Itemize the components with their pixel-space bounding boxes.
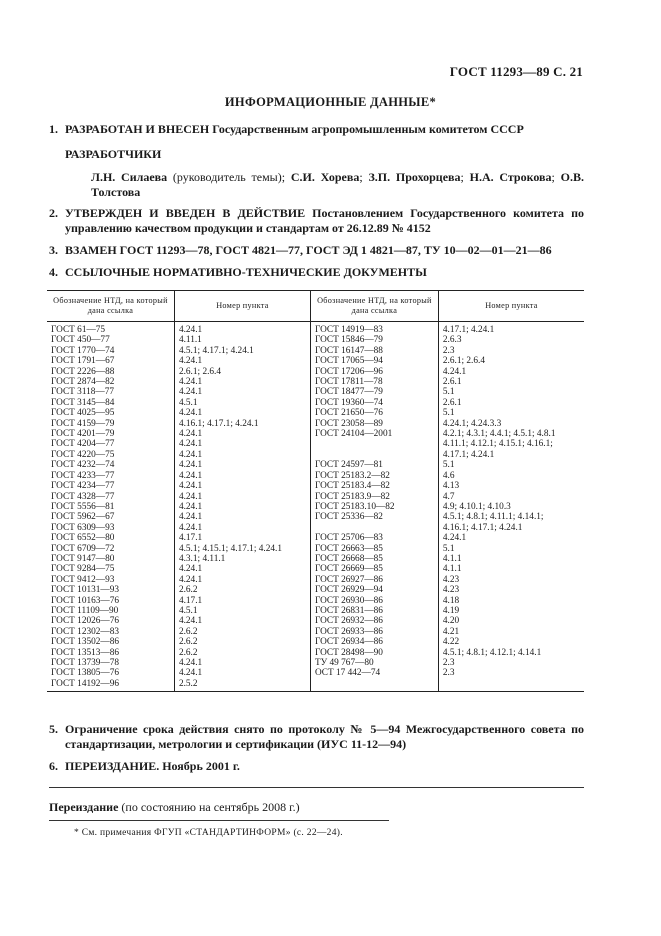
clause-number: 2.6.1; 2.6.4 — [438, 356, 584, 366]
ntd-designation — [310, 523, 438, 533]
clause-number: 4.24.1 — [174, 460, 310, 470]
ntd-designation: ГОСТ 6709—72 — [51, 543, 115, 554]
clause-number: 2.6.2 — [174, 585, 310, 595]
ntd-designation: ГОСТ 21650—76 — [310, 408, 438, 418]
ntd-designation: ГОСТ 6309—93 — [51, 522, 115, 533]
ntd-designation: ГОСТ 3118—77 — [51, 387, 115, 398]
clause-number: 4.19 — [438, 606, 584, 616]
section-number: 4. — [49, 265, 58, 279]
table-row — [47, 648, 584, 658]
table-row — [47, 439, 584, 449]
section-number: 5. — [49, 722, 58, 736]
clause-number: 4.24.1 — [174, 387, 310, 397]
clause-number: 4.2.1; 4.3.1; 4.4.1; 4.5.1; 4.8.1 — [438, 429, 584, 439]
ntd-designation: ГОСТ 12026—76 — [51, 616, 120, 627]
clause-number: 4.24.1 — [174, 668, 310, 678]
ntd-designation: ГОСТ 2874—82 — [51, 377, 115, 388]
clause-number: 4.9; 4.10.1; 4.10.3 — [438, 502, 584, 512]
table-body — [47, 322, 584, 692]
ntd-designation: ГОСТ 25706—83 — [310, 533, 438, 543]
column-header: Номер пункта — [174, 291, 310, 322]
clause-number: 2.6.2 — [174, 648, 310, 658]
clause-number: 4.24.1 — [174, 450, 310, 460]
ntd-designation: ГОСТ 18477—79 — [310, 387, 438, 397]
table-row — [47, 356, 584, 366]
table-row — [47, 606, 584, 616]
clause-number: 4.24.1 — [174, 564, 310, 574]
developers-heading: РАЗРАБОТЧИКИ — [65, 147, 162, 161]
section-number: 2. — [49, 206, 58, 220]
clause-number: 4.24.1; 4.24.3.3 — [438, 419, 584, 429]
ntd-designation: ГОСТ 13513—86 — [51, 647, 120, 658]
developer-name: О.В. Толстова — [91, 170, 584, 199]
table-row — [47, 471, 584, 481]
clause-number: 4.1.1 — [438, 564, 584, 574]
clause-number: 2.6.1 — [438, 398, 584, 408]
table-row — [47, 585, 584, 595]
table-row — [47, 398, 584, 408]
ntd-designation: ГОСТ 17065—94 — [310, 356, 438, 366]
ntd-designation: ГОСТ 14192—96 — [47, 679, 174, 692]
section-number: 3. — [49, 243, 58, 257]
ntd-designation: ГОСТ 16147—88 — [310, 346, 438, 356]
section-developers — [49, 147, 584, 162]
ntd-designation: ГОСТ 1791—67 — [51, 356, 115, 367]
reissue-text: (по состоянию на сентябрь 2008 г.) — [118, 800, 300, 814]
section-heading: ПЕРЕИЗДАНИЕ. Ноябрь 2001 г. — [65, 759, 240, 773]
developer-note: ; — [359, 170, 369, 184]
developer-note: ; — [460, 170, 470, 184]
table-row — [47, 460, 584, 470]
reissue-label: Переиздание — [49, 800, 119, 814]
clause-number: 4.24.1 — [174, 377, 310, 387]
developer-name: С.И. Хорева — [290, 170, 360, 184]
clause-number: 4.17.1 — [174, 596, 310, 606]
ntd-designation: ГОСТ 4234—77 — [51, 481, 115, 492]
ntd-designation: ГОСТ 25183.9—82 — [310, 492, 438, 502]
clause-number: 4.6 — [438, 471, 584, 481]
section-heading: УТВЕРЖДЕН И ВВЕДЕН В ДЕЙСТВИЕ — [65, 206, 306, 220]
ntd-designation: ГОСТ 5962—67 — [51, 512, 115, 523]
table-row — [47, 429, 584, 439]
ntd-designation: ГОСТ 26929—94 — [310, 585, 438, 595]
clause-number: 2.6.2 — [174, 627, 310, 637]
section-heading: РАЗРАБОТАН И ВНЕСЕН — [65, 122, 210, 136]
ntd-designation: ГОСТ 25183.2—82 — [310, 471, 438, 481]
table-row — [47, 450, 584, 460]
clause-number: 4.22 — [438, 637, 584, 647]
section-text: Ограничение срока действия снято по протоколу № 5—94 Межгосударственного совета по стандартизации, метрологии и сертификации (ИУС 11-12—94) — [65, 722, 584, 751]
clause-number: 4.24.1 — [174, 322, 310, 336]
section-text: Постановлением Государственного комитета по управлению качеством продукции и стандартам от 26.12.89 № 4152 — [65, 206, 585, 235]
ntd-designation: ГОСТ 13805—76 — [51, 668, 120, 679]
clause-number: 4.13 — [438, 481, 584, 491]
developers-list — [91, 170, 584, 200]
table-row — [47, 533, 584, 543]
ntd-designation — [310, 679, 438, 692]
clause-number: 4.17.1; 4.24.1 — [438, 322, 584, 336]
ntd-designation: ГОСТ 4201—79 — [51, 429, 115, 440]
page-header: ГОСТ 11293—89 С. 21 — [449, 64, 583, 79]
clause-number: 4.23 — [438, 585, 584, 595]
ntd-designation: ГОСТ 4159—79 — [51, 418, 115, 429]
clause-number: 4.7 — [438, 492, 584, 502]
clause-number: 4.24.1 — [174, 356, 310, 366]
clause-number — [438, 679, 584, 692]
table-row — [47, 492, 584, 502]
ntd-designation: ГОСТ 10131—93 — [51, 585, 120, 596]
ntd-designation: ГОСТ 24597—81 — [310, 460, 438, 470]
section-text: Государственным агропромышленным комитетом СССР — [209, 122, 524, 136]
clause-number: 4.24.1 — [174, 616, 310, 626]
footnote: * См. примечания ФГУП «СТАНДАРТИНФОРМ» (с. 22—24). — [74, 828, 343, 838]
ntd-designation: ГОСТ 4233—77 — [51, 470, 115, 481]
developer-note: ; — [551, 170, 561, 184]
ntd-designation — [310, 450, 438, 460]
ntd-designation: ГОСТ 26930—86 — [310, 596, 438, 606]
clause-number: 4.24.1 — [438, 367, 584, 377]
ntd-designation: ГОСТ 10163—76 — [51, 595, 120, 606]
section-number: 6. — [49, 759, 58, 773]
ntd-designation: ТУ 49 767—80 — [310, 658, 438, 668]
ntd-designation: ГОСТ 9147—80 — [51, 553, 115, 564]
clause-number: 4.18 — [438, 596, 584, 606]
ntd-designation: ГОСТ 17206—96 — [310, 367, 438, 377]
section-number: 1. — [49, 122, 58, 136]
clause-number: 4.24.1 — [174, 658, 310, 668]
clause-number: 4.16.1; 4.17.1; 4.24.1 — [174, 419, 310, 429]
ntd-designation: ОСТ 17 442—74 — [310, 668, 438, 678]
clause-number: 4.20 — [438, 616, 584, 626]
table-row — [47, 544, 584, 554]
ntd-designation: ГОСТ 4220—75 — [51, 449, 115, 460]
ntd-designation: ГОСТ 4025—95 — [51, 408, 115, 419]
table-row — [47, 668, 584, 678]
table-row — [47, 512, 584, 522]
clause-number: 4.3.1; 4.11.1 — [174, 554, 310, 564]
clause-number: 4.24.1 — [174, 471, 310, 481]
ntd-designation: ГОСТ 4204—77 — [51, 439, 115, 450]
ntd-designation: ГОСТ 26927—86 — [310, 575, 438, 585]
clause-number: 4.24.1 — [174, 439, 310, 449]
clause-number: 4.24.1 — [174, 429, 310, 439]
table-row — [47, 408, 584, 418]
ntd-designation: ГОСТ 1770—74 — [51, 345, 115, 356]
clause-number: 4.24.1 — [438, 533, 584, 543]
ntd-designation: ГОСТ 3145—84 — [51, 397, 115, 408]
clause-number: 4.5.1; 4.8.1; 4.12.1; 4.14.1 — [438, 648, 584, 658]
clause-number: 2.3 — [438, 658, 584, 668]
ntd-designation: ГОСТ 17811—78 — [310, 377, 438, 387]
clause-number: 4.21 — [438, 627, 584, 637]
divider — [49, 787, 584, 788]
ntd-designation: ГОСТ 25183.10—82 — [310, 502, 438, 512]
ntd-designation: ГОСТ 14919—83 — [310, 322, 438, 336]
ntd-designation: ГОСТ 26668—85 — [310, 554, 438, 564]
ntd-designation: ГОСТ 450—77 — [51, 335, 110, 346]
table-row — [47, 679, 584, 692]
table-row — [47, 596, 584, 606]
document-title: ИНФОРМАЦИОННЫЕ ДАННЫЕ* — [224, 95, 437, 109]
ntd-designation: ГОСТ 5556—81 — [51, 501, 115, 512]
clause-number: 4.24.1 — [174, 481, 310, 491]
clause-number: 2.6.1; 2.6.4 — [174, 367, 310, 377]
clause-number: 4.5.1 — [174, 606, 310, 616]
developer-name: З.П. Прохорцева — [368, 170, 461, 184]
clause-number: 4.17.1; 4.24.1 — [438, 450, 584, 460]
ntd-designation: ГОСТ 26934—86 — [310, 637, 438, 647]
column-header: Номер пункта — [438, 291, 584, 322]
table-row — [47, 335, 584, 345]
ntd-designation: ГОСТ 23058—89 — [310, 419, 438, 429]
clause-number: 2.6.1 — [438, 377, 584, 387]
table-row — [47, 637, 584, 647]
clause-number: 5.1 — [438, 387, 584, 397]
ntd-designation: ГОСТ 11109—90 — [51, 605, 119, 616]
column-header: Обозначение НТД, на который дана ссылка — [310, 291, 438, 322]
table-row — [47, 322, 584, 336]
section-heading: ССЫЛОЧНЫЕ НОРМАТИВНО-ТЕХНИЧЕСКИЕ ДОКУМЕНТЫ — [65, 265, 427, 279]
ntd-designation: ГОСТ 26831—86 — [310, 606, 438, 616]
ntd-designation: ГОСТ 28498—90 — [310, 648, 438, 658]
ntd-designation — [310, 439, 438, 449]
ntd-designation: ГОСТ 26932—86 — [310, 616, 438, 626]
clause-number: 2.3 — [438, 668, 584, 678]
ntd-designation: ГОСТ 61—75 — [51, 325, 106, 335]
ntd-designation: ГОСТ 25336—82 — [310, 512, 438, 522]
section-4 — [49, 265, 584, 280]
section-heading: ВЗАМЕН ГОСТ 11293—78, ГОСТ 4821—77, ГОСТ ЭД 1 4821—87, ТУ 10—02—01—21—86 — [65, 243, 552, 257]
table-row — [47, 387, 584, 397]
ntd-designation: ГОСТ 15846—79 — [310, 335, 438, 345]
ntd-designation: ГОСТ 4232—74 — [51, 460, 115, 471]
developer-note: (руководитель темы); — [167, 170, 291, 184]
ntd-designation: ГОСТ 26933—86 — [310, 627, 438, 637]
reissue-note — [49, 800, 300, 815]
table-row — [47, 481, 584, 491]
ntd-designation: ГОСТ 26663—85 — [310, 544, 438, 554]
ntd-designation: ГОСТ 26669—85 — [310, 564, 438, 574]
ntd-designation: ГОСТ 13502—86 — [51, 637, 120, 648]
clause-number: 4.24.1 — [174, 575, 310, 585]
footnote-divider — [49, 820, 389, 821]
section-1 — [49, 122, 584, 137]
clause-number: 5.1 — [438, 544, 584, 554]
column-header: Обозначение НТД, на который дана ссылка — [47, 291, 174, 322]
developer-name: Л.Н. Силаева — [91, 170, 168, 184]
clause-number: 4.5.1; 4.17.1; 4.24.1 — [174, 346, 310, 356]
section-2 — [49, 206, 584, 236]
table-row — [47, 627, 584, 637]
clause-number: 2.3 — [438, 346, 584, 356]
clause-number: 4.24.1 — [174, 408, 310, 418]
clause-number: 4.16.1; 4.17.1; 4.24.1 — [438, 523, 584, 533]
clause-number: 2.6.2 — [174, 637, 310, 647]
ntd-designation: ГОСТ 6552—80 — [51, 533, 115, 544]
ntd-designation: ГОСТ 4328—77 — [51, 491, 115, 502]
section-6 — [49, 759, 584, 774]
table-row — [47, 346, 584, 356]
clause-number: 4.24.1 — [174, 492, 310, 502]
clause-number: 4.17.1 — [174, 533, 310, 543]
ntd-designation: ГОСТ 19360—74 — [310, 398, 438, 408]
ntd-designation: ГОСТ 2226—88 — [51, 366, 115, 377]
ntd-designation: ГОСТ 13739—78 — [51, 658, 120, 668]
table-row — [47, 616, 584, 626]
table-row — [47, 367, 584, 377]
section-3 — [49, 243, 584, 258]
clause-number: 2.6.3 — [438, 335, 584, 345]
clause-number: 4.5.1; 4.8.1; 4.11.1; 4.14.1; — [438, 512, 584, 522]
table-row — [47, 502, 584, 512]
clause-number: 4.24.1 — [174, 502, 310, 512]
ntd-designation: ГОСТ 25183.4—82 — [310, 481, 438, 491]
clause-number: 4.24.1 — [174, 512, 310, 522]
developer-name: Н.А. Строкова — [469, 170, 552, 184]
clause-number: 4.11.1; 4.12.1; 4.15.1; 4.16.1; — [438, 439, 584, 449]
ntd-designation: ГОСТ 9412—93 — [51, 574, 115, 585]
references-table — [47, 290, 584, 692]
table-row — [47, 419, 584, 429]
clause-number: 4.24.1 — [174, 523, 310, 533]
clause-number: 4.5.1 — [174, 398, 310, 408]
clause-number: 5.1 — [438, 408, 584, 418]
table-row — [47, 523, 584, 533]
table-header-row — [47, 291, 584, 322]
table-row — [47, 377, 584, 387]
ntd-designation: ГОСТ 12302—83 — [51, 626, 120, 637]
table-row — [47, 658, 584, 668]
clause-number: 2.5.2 — [174, 679, 310, 692]
clause-number: 4.11.1 — [174, 335, 310, 345]
section-5 — [49, 722, 584, 752]
clause-number: 4.23 — [438, 575, 584, 585]
table-row — [47, 575, 584, 585]
table-row — [47, 564, 584, 574]
ntd-designation: ГОСТ 24104—2001 — [310, 429, 438, 439]
ntd-designation: ГОСТ 9284—75 — [51, 564, 115, 575]
table-row — [47, 554, 584, 564]
clause-number: 5.1 — [438, 460, 584, 470]
clause-number: 4.1.1 — [438, 554, 584, 564]
clause-number: 4.5.1; 4.15.1; 4.17.1; 4.24.1 — [174, 544, 310, 554]
